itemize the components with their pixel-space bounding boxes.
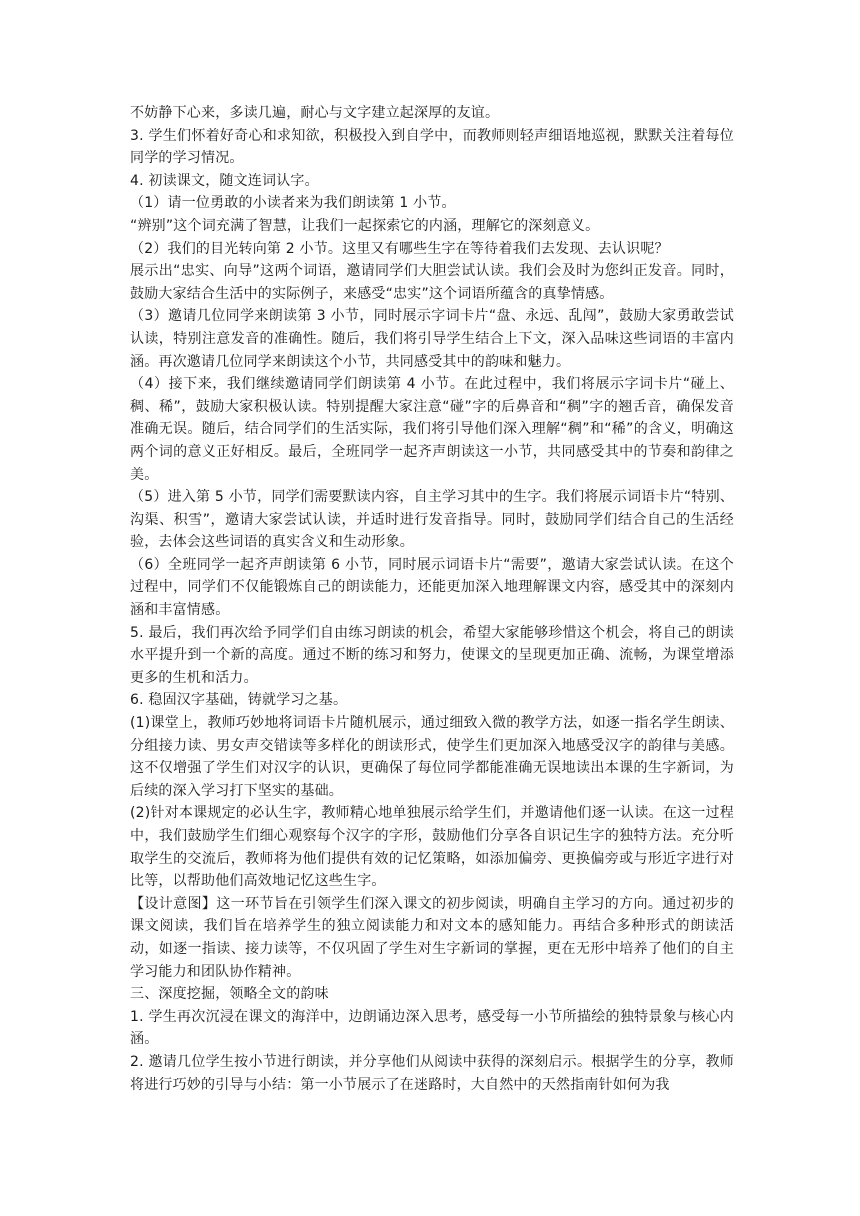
- paragraph-zhongshi: 展示出“忠实、向导”这两个词语，邀请同学们大胆尝试认读。我们会及时为您纠正发音。同时，鼓励大家结合生活中的实际例子，来感受“忠实”这个词语所蕴含的真挚情感。: [130, 263, 734, 302]
- paragraph-4-4: （4）接下来，我们继续邀请同学们朗读第 4 小节。在此过程中，我们将展示字词卡片“碰上、稠、稀”，鼓励大家积极认读。特别提醒大家注意“碰”字的后鼻音和“稠”字的翘舌音，确保发音准确无误。随后，结合同学们的生活实际，我们将引导他们深入理解“稠”和“稀”的含义，明确这两个词的意义正好相反。最后，全班同学一起齐声朗读这一小节，共同感受其中的节奏和韵律之美。: [130, 376, 734, 483]
- paragraph-step-5: 5. 最后，我们再次给予同学们自由练习朗读的机会，希望大家能够珍惜这个机会，将自己的朗读水平提升到一个新的高度。通过不断的练习和努力，使课文的呈现更加正确、流畅，为课堂增添更多的生机和活力。: [130, 624, 734, 686]
- paragraph-4-6: （6）全班同学一起齐声朗读第 6 小节，同时展示词语卡片“需要”，邀请大家尝试认读。在这个过程中，同学们不仅能锻炼自己的朗读能力，还能更加深入地理解课文内容，感受其中的深刻内涵和丰富情感。: [130, 556, 734, 619]
- paragraph-section3-1: 1. 学生再次沉浸在课文的海洋中，边朗诵边深入思考，感受每一小节所描绘的独特景象与核心内涵。: [130, 1008, 734, 1048]
- paragraph-section3-2: 2. 邀请几位学生按小节进行朗读，并分享他们从阅读中获得的深刻启示。根据学生的分享，教师将进行巧妙的引导与小结：第一小节展示了在迷路时，大自然中的天然指南针如何为我: [130, 1053, 734, 1093]
- paragraph-6-2: (2)针对本课规定的必认生字，教师精心地单独展示给学生们，并邀请他们逐一认读。在这一过程中，我们鼓励学生们细心观察每个汉字的字形，鼓励他们分享各自识记生字的独特方法。充分听取学生的交流后，教师将为他们提供有效的记忆策略，如添加偏旁、更换偏旁或与形近字进行对比等，以帮助他们高效地记忆这些生字。: [130, 805, 734, 890]
- paragraph-step-6-heading: 6. 稳固汉字基础，铸就学习之基。: [130, 692, 348, 709]
- document-page: [130, 102, 734, 1096]
- paragraph-bianbie: “辨别”这个词充满了智慧，让我们一起探索它的内涵，理解它的深刻意义。: [130, 217, 600, 234]
- paragraph-design-intent: 【设计意图】这一环节旨在引领学生们深入课文的初步阅读，明确自主学习的方向。通过初步的课文阅读，我们旨在培养学生的独立阅读能力和对文本的感知能力。再结合多种形式的朗读活动，如逐一指读、接力读等，不仅巩固了学生对生字新词的掌握，更在无形中培养了他们的自主学习能力和团队协作精神。: [130, 895, 734, 980]
- paragraph-4-2: （2）我们的目光转向第 2 小节。这里又有哪些生字在等待着我们去发现、去认识呢？: [130, 240, 669, 257]
- paragraph-4-5: （5）进入第 5 小节，同学们需要默读内容，自主学习其中的生字。我们将展示词语卡片“特别、沟渠、积雪”，邀请大家尝试认读，并适时进行发音指导。同时，鼓励同学们结合自己的生活经验，去体会这些词语的真实含义和生动形象。: [130, 489, 734, 551]
- section-heading-3: 三、深度挖掘，领略全文的韵味: [130, 986, 329, 1003]
- paragraph-intro-continuation: 不妨静下心来，多读几遍，耐心与文字建立起深厚的友谊。: [130, 105, 500, 121]
- paragraph-4-1: （1）请一位勇敢的小读者来为我们朗读第 1 小节。: [130, 195, 456, 212]
- paragraph-6-1: (1)课堂上，教师巧妙地将词语卡片随机展示，通过细致入微的教学方法，如逐一指名学生朗读、分组接力读、男女声交错读等多样化的朗读形式，使学生们更加深入地感受汉字的韵律与美感。这不仅增强了学生们对汉字的认识，更确保了每位同学都能准确无误地读出本课的生字新词，为后续的深入学习打下坚实的基础。: [130, 715, 734, 799]
- paragraph-step-4-heading: 4. 初读课文，随文连词认字。: [130, 172, 319, 189]
- paragraph-4-3: （3）邀请几位同学来朗读第 3 小节，同时展示字词卡片“盘、永远、乱闯”，鼓励大家勇敢尝试认读，特别注意发音的准确性。随后，我们将引导学生结合上下文，深入品味这些词语的丰富内涵。再次邀请几位同学来朗读这个小节，共同感受其中的韵味和魅力。: [130, 308, 734, 370]
- paragraph-step-3: 3. 学生们怀着好奇心和求知欲，积极投入到自学中，而教师则轻声细语地巡视，默默关注着每位同学的学习情况。: [130, 127, 734, 167]
